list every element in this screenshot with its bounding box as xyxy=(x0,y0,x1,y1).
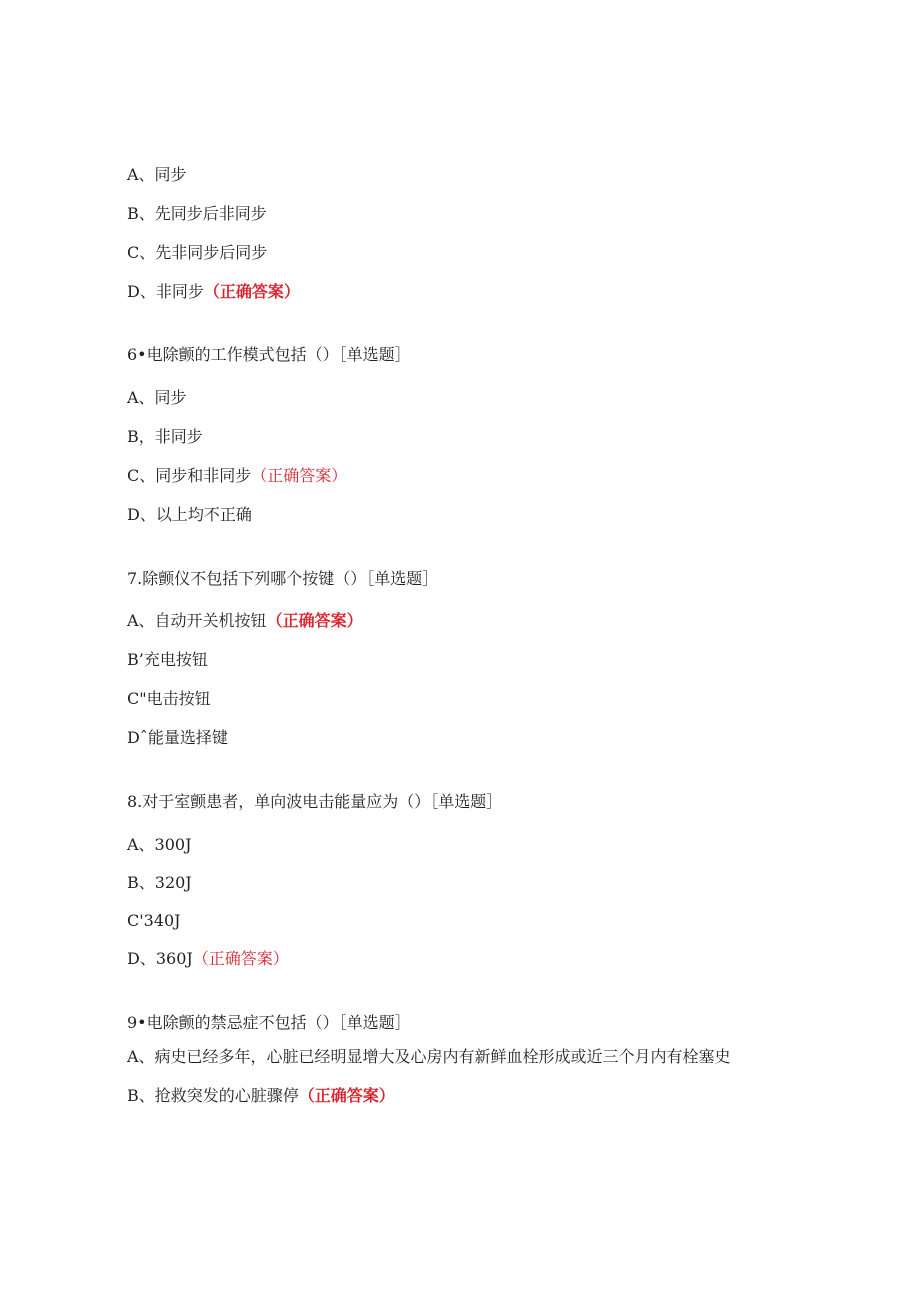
option-c: C、先非同步后同步 xyxy=(127,243,268,262)
option-a: A、同步 xyxy=(127,165,187,184)
question-7-title: 7.除颤仪不包括下列哪个按键（）［单选题］ xyxy=(127,569,439,588)
question-6-option-c: C、同步和非同步（正确答案） xyxy=(127,466,348,485)
question-9-option-a: A、病史已经多年，心脏已经明显增大及心房内有新鲜血栓形成或近三个月内有栓塞史 xyxy=(127,1047,731,1066)
question-8-option-d: D、360J（正确答案） xyxy=(127,949,289,968)
question-7-option-d: Dˆ能量选择键 xyxy=(127,728,228,747)
question-8-title: 8.对于室颤患者，单向波电击能量应为（）［单选题］ xyxy=(127,792,503,811)
question-8-option-b: B、320J xyxy=(127,873,192,892)
question-6-option-b: B，非同步 xyxy=(127,427,203,446)
option-d: D、非同步（正确答案） xyxy=(127,282,300,301)
correct-answer-mark: （正确答案） xyxy=(298,1086,395,1105)
question-8-option-a: A、300J xyxy=(127,835,192,854)
question-7-option-c: C"电击按钮 xyxy=(127,689,211,708)
question-7-option-b: B’充电按钮 xyxy=(127,650,208,669)
correct-answer-mark: （正确答案） xyxy=(266,611,363,630)
question-8-option-c: C'340J xyxy=(127,911,181,930)
question-7-option-a: A、自动开关机按钮（正确答案） xyxy=(127,611,363,630)
option-b: B、先同步后非同步 xyxy=(127,204,267,223)
correct-answer-mark: （正确答案） xyxy=(203,282,300,301)
question-6-option-d: D、以上均不正确 xyxy=(127,505,252,524)
question-9-title: 9•电除颤的禁忌症不包括（）［单选题］ xyxy=(127,1013,411,1032)
correct-answer-mark: （正确答案） xyxy=(192,949,289,968)
question-9-option-b: B、抢救突发的心脏骤停（正确答案） xyxy=(127,1086,395,1105)
question-6-option-a: A、同步 xyxy=(127,388,187,407)
correct-answer-mark: （正确答案） xyxy=(251,466,348,485)
question-6-title: 6•电除颤的工作模式包括（）［单选题］ xyxy=(127,345,411,364)
